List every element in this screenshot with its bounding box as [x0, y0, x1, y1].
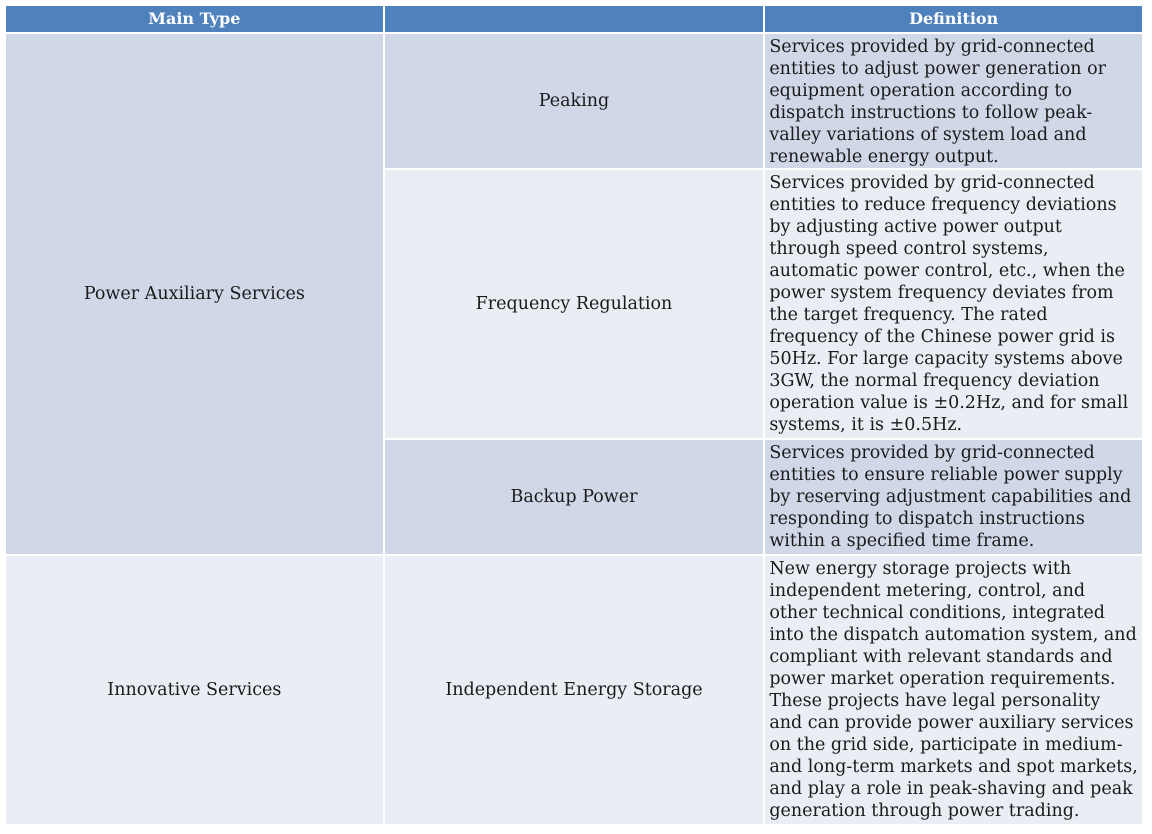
- table-row: [5, 555, 1143, 825]
- definition-cell: Services provided by grid-connected entities to reduce frequency deviations by adjusting active power output through speed control systems, automatic power control, etc., when the power system frequency deviates from the target frequency. The rated frequency of the Chinese power grid is 50Hz. For large capacity systems above 3GW, the normal frequency deviation operation value is ±0.2Hz, and for small systems, it is ±0.5Hz.: [764, 169, 1143, 439]
- main-type-cell: Innovative Services: [5, 555, 384, 825]
- table-header-row: [5, 5, 1143, 33]
- header-definition: Definition: [764, 5, 1143, 33]
- sub-type-cell: Backup Power: [384, 439, 765, 555]
- header-main-type: Main Type: [5, 5, 384, 33]
- table-row: [5, 33, 1143, 169]
- sub-type-cell: Peaking: [384, 33, 765, 169]
- definition-cell: Services provided by grid-connected entities to adjust power generation or equipment operation according to dispatch instructions to follow peak-valley variations of system load and renewable energy output.: [764, 33, 1143, 169]
- sub-type-cell: Frequency Regulation: [384, 169, 765, 439]
- sub-type-cell: Independent Energy Storage: [384, 555, 765, 825]
- definition-cell: Services provided by grid-connected entities to ensure reliable power supply by reserving adjustment capabilities and responding to dispatch instructions within a specified time frame.: [764, 439, 1143, 555]
- services-table: [4, 4, 1144, 826]
- header-sub-type: [384, 5, 765, 33]
- main-type-cell: Power Auxiliary Services: [5, 33, 384, 555]
- definition-cell: New energy storage projects with independent metering, control, and other technical conditions, integrated into the dispatch automation system, and compliant with relevant standards and power market operation requirements. These projects have legal personality and can provide power auxiliary services on the grid side, participate in medium- and long-term markets and spot markets, and play a role in peak-shaving and peak generation through power trading.: [764, 555, 1143, 825]
